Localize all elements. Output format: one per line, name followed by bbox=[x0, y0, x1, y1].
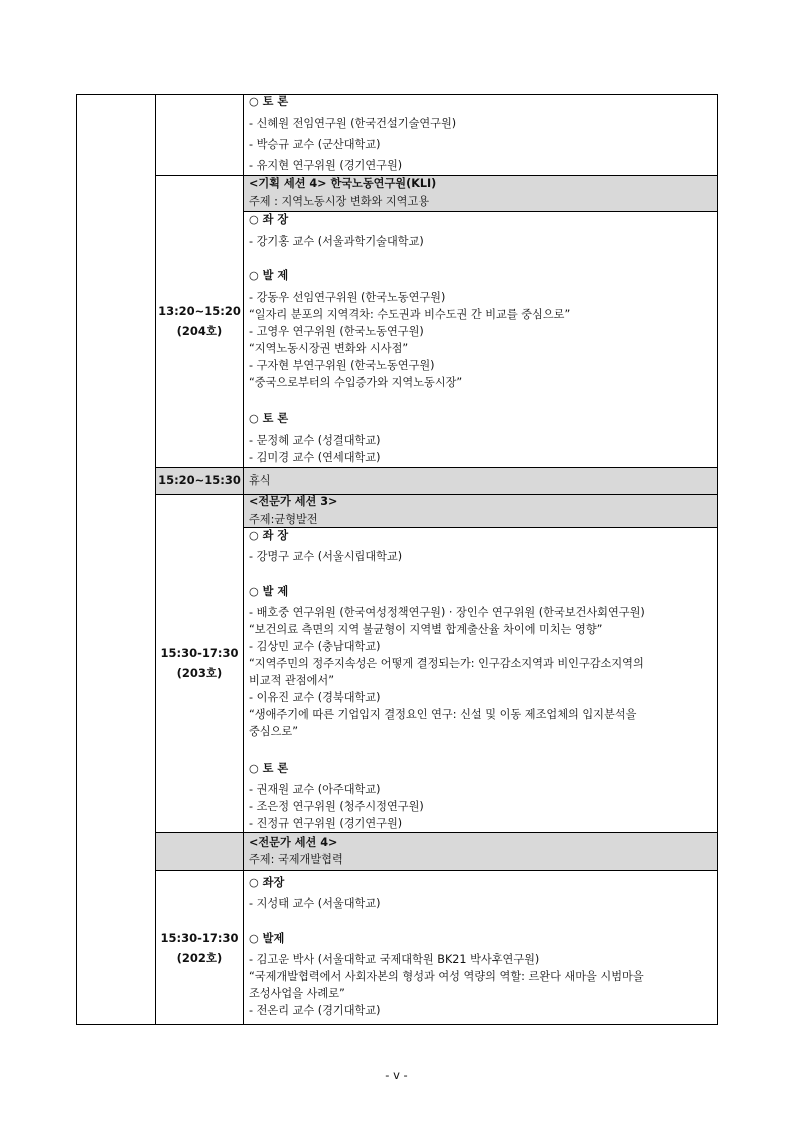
presentation-line: - 구자현 부연구위원 (한국노동연구원) bbox=[249, 359, 435, 372]
toron-header: ○ 토 론 bbox=[249, 412, 289, 425]
discussant-item: - 박승규 교수 (군산대학교) bbox=[249, 138, 381, 151]
column-divider bbox=[243, 95, 244, 1024]
presentation-line: 중심으로” bbox=[249, 725, 299, 738]
discussant-item: - 진정규 연구위원 (경기연구원) bbox=[249, 817, 403, 830]
presentation-header: ○ 발 제 bbox=[249, 269, 289, 282]
session-time: 15:30-17:30 bbox=[160, 931, 239, 945]
presentation-header: ○ 발 제 bbox=[249, 585, 289, 598]
session-topic: 주제:균형발전 bbox=[249, 513, 318, 526]
presentation-line: “중국으로부터의 수입증가와 지역노동시장” bbox=[249, 376, 463, 389]
chair-item: - 강기홍 교수 (서울과학기술대학교) bbox=[249, 235, 424, 248]
presentation-line: “생애주기에 따른 기업입지 결정요인 연구: 신설 및 이동 제조업체의 입지분석을 bbox=[249, 708, 637, 721]
presentation-line: - 배호중 연구위원 (한국여성정책연구원) · 장인수 연구위원 (한국보건사회연구원) bbox=[249, 606, 645, 619]
discussant-item: - 김미경 교수 (연세대학교) bbox=[249, 451, 381, 464]
column-divider bbox=[155, 95, 156, 1024]
discussant-item: - 문정혜 교수 (성결대학교) bbox=[249, 434, 381, 447]
row-divider bbox=[155, 494, 717, 495]
session-title: <기획 세션 4> 한국노동연구원(KLI) bbox=[249, 177, 437, 190]
presentation-line: 비교적 관점에서” bbox=[249, 674, 335, 687]
presentation-line: - 고영우 연구위원 (한국노동연구원) bbox=[249, 325, 424, 338]
presentation-line: 조성사업을 사례로” bbox=[249, 987, 345, 1000]
row-divider bbox=[155, 870, 717, 871]
break-time: 15:20~15:30 bbox=[158, 473, 241, 487]
row-divider bbox=[155, 832, 717, 833]
discussant-item: - 권재원 교수 (아주대학교) bbox=[249, 783, 381, 796]
session-title: <전문가 세션 3> bbox=[249, 495, 338, 508]
page-number: - v - bbox=[385, 1068, 408, 1082]
presentation-line: “국제개발협력에서 사회자본의 형성과 여성 역량의 역할: 르완다 새마을 시범마을 bbox=[249, 970, 644, 983]
break-label: 휴식 bbox=[249, 474, 271, 487]
session-room: (203호) bbox=[176, 666, 223, 680]
chair-item: - 지성태 교수 (서울대학교) bbox=[249, 897, 381, 910]
discussant-item: - 유지현 연구위원 (경기연구원) bbox=[249, 159, 403, 172]
session-title: <전문가 세션 4> bbox=[249, 836, 338, 849]
session-topic: 주제 : 지역노동시장 변화와 지역고용 bbox=[249, 195, 430, 208]
session-time: 15:30-17:30 bbox=[160, 646, 239, 660]
presentation-line: “보건의료 측면의 지역 불균형이 지역별 합계출산율 차이에 미치는 영향” bbox=[249, 623, 603, 636]
chair-header: ○ 좌 장 bbox=[249, 213, 289, 226]
presentation-line: “일자리 분포의 지역격차: 수도권과 비수도권 간 비교를 중심으로” bbox=[249, 308, 571, 321]
discussant-item: - 조은정 연구위원 (청주시정연구원) bbox=[249, 800, 424, 813]
presentation-line: - 김상민 교수 (충남대학교) bbox=[249, 640, 381, 653]
presentation-line: - 김고운 박사 (서울대학교 국제대학원 BK21 박사후연구원) bbox=[249, 953, 540, 966]
chair-item: - 강명구 교수 (서울시립대학교) bbox=[249, 550, 403, 563]
chair-header: ○ 좌장 bbox=[249, 876, 285, 889]
session-topic: 주제: 국제개발협력 bbox=[249, 853, 343, 866]
presentation-line: “지역노동시장권 변화와 시사점” bbox=[249, 342, 409, 355]
toron-header: ○ 토 론 bbox=[249, 95, 289, 108]
chair-header: ○ 좌 장 bbox=[249, 529, 289, 542]
session-room: (204호) bbox=[176, 324, 223, 338]
discussant-item: - 신혜원 전임연구원 (한국건설기술연구원) bbox=[249, 117, 457, 130]
session-room: (202호) bbox=[176, 951, 223, 965]
session-time: 13:20~15:20 bbox=[158, 304, 241, 318]
row-divider bbox=[243, 211, 717, 212]
program-table bbox=[76, 94, 718, 1025]
presentation-line: - 강동우 선임연구위원 (한국노동연구원) bbox=[249, 291, 446, 304]
presentation-line: - 이유진 교수 (경북대학교) bbox=[249, 691, 381, 704]
row-divider bbox=[155, 467, 717, 468]
presentation-line: “지역주민의 정주지속성은 어떻게 결정되는가: 인구감소지역과 비인구감소지역의 bbox=[249, 657, 644, 670]
session-title-shade bbox=[155, 832, 717, 870]
toron-header: ○ 토 론 bbox=[249, 762, 289, 775]
presentation-line: - 전온리 교수 (경기대학교) bbox=[249, 1004, 381, 1017]
presentation-header: ○ 발제 bbox=[249, 932, 285, 945]
